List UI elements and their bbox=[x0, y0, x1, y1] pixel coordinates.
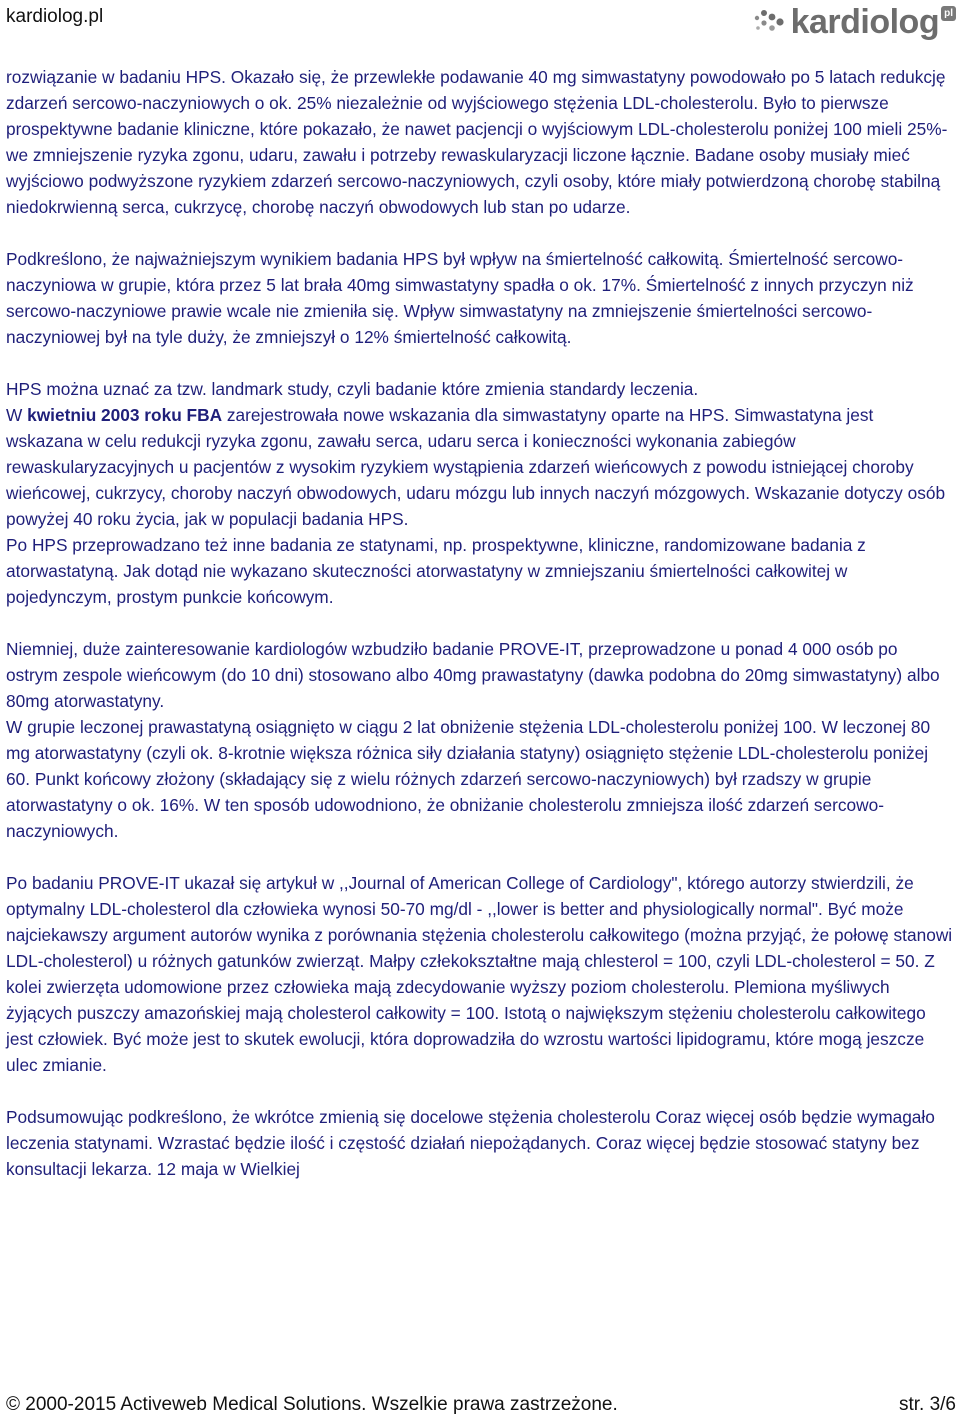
paragraph-hps-intro: rozwiązanie w badaniu HPS. Okazało się, że przewlekłe podawanie 40 mg simwastatyny powodowało po 5 latach redukcję zdarzeń sercowo-naczyniowych o ok. 25% niezależnie od wyjściowego stężenia LDL-cholesterolu. Było to pierwsze prospektywne badanie kliniczne, które pokazało, że nawet pacjencji o wyjściowym LDL-cholesterolu poniżej 100 mieli 25%-we zmniejszenie ryzyka zgonu, udaru, zawału i potrzeby rewaskularyzacji liczone łącznie. Badane osoby musiały mieć wyjściowo podwyższone ryzykiem zdarzeń sercowo-naczyniowych, czyli osoby, które miały potwierdzoną chorobę stabilną niedokrwienną serca, cukrzycę, chorobę naczyń obwodowych lub stan po udarze. bbox=[6, 67, 948, 217]
dots-icon bbox=[753, 9, 787, 35]
paragraph-jacc-article: Po badaniu PROVE-IT ukazał się artykuł w ,,Journal of American College of Cardiology", którego autorzy stwierdzili, że optymalny LDL-cholesterol dla człowieka wynosi 50-70 mg/dl - ,,lower is better and physiologically normal". Być może najciekawszy argument autorów wynika z porównania stężenia cholesterolu całkowitego (można przyjąć, że połowę stanowi LDL-cholesterol) u różnych gatunków zwierząt. Małpy człekokształtne mają chlesterol = 100, czyli LDL-cholesterol = 50. Z kolei zwierzęta udomowione przez człowieka mają zdecydowanie wyższy poziom cholesterolu. Plemiona myśliwych żyjących puszczy amazońskiej mają cholesterol całkowity = 100. Istotą o największym stężeniu cholesterolu całkowitego jest człowiek. Być może jest to skutek ewolucji, która doprowadziła do wzrostu wartości lipidogramu, które mogą jeszcze ulec zmianie. bbox=[6, 873, 953, 1075]
logo-badge: pl bbox=[941, 6, 956, 21]
paragraph-hps-mortality: Podkreślono, że najważniejszym wynikiem badania HPS był wpływ na śmiertelność całkowitą. Śmiertelność sercowo-naczyniowa w grupie, która przez 5 lat brała 40mg simwastatyny spadła o ok. 17%. Śmiertelność z innych przyczyn niż sercowo-naczyniowe prawie wcale nie zmieniła się. Wpływ simwastatyny na zmniejszenie śmiertelności sercowo-naczyniowej był na tyle duży, że zmniejszył o 12% śmiertelność całkowitą. bbox=[6, 249, 914, 347]
page-number: str. 3/6 bbox=[898, 1394, 956, 1415]
fda-date-bold: kwietniu 2003 roku FBA bbox=[27, 405, 223, 425]
paragraph-landmark bbox=[6, 376, 954, 610]
paragraph-prove-it-results: W grupie leczonej prawastatyną osiągnięto w ciągu 2 lat obniżenie stężenia LDL-cholesterolu poniżej 100. W leczonej 80 mg atorwastatyny (czyli ok. 8-krotnie większa różnica siły działania statyny) osiągnięto stężenie LDL-cholesterolu poniżej 60. Punkt końcowy złożony (składający się z wielu różnych zdarzeń sercowo-naczyniowych) był rzadszy w grupie atorwastatyny o ok. 16%. W ten sposób udowodniono, że obniżanie cholesterolu zmniejsza ilość zdarzeń sercowo-naczyniowych. bbox=[6, 717, 931, 841]
logo-text: kardiolog bbox=[790, 2, 940, 41]
paragraph-summary: Podsumowując podkreślono, że wkrótce zmienią się docelowe stężenia cholesterolu Coraz więcej osób będzie wymagało leczenia statynami. Wzrastać będzie ilość i częstość działań niepożądanych. Coraz więcej będzie stosować statyny bez konsultacji lekarza. 12 maja w Wielkiej bbox=[6, 1107, 935, 1179]
fda-prefix: W bbox=[6, 405, 28, 425]
kardiolog-logo bbox=[753, 2, 956, 42]
site-name: kardiolog.pl bbox=[6, 6, 104, 27]
article-body bbox=[6, 64, 954, 1208]
page-footer bbox=[0, 1390, 960, 1420]
fda-indication-text: zarejestrowała nowe wskazania dla simwastatyny oparte na HPS. Simwastatyna jest wskazana w celu redukcji ryzyka zgonu, zawału serca, udaru serca i konieczności wykonania zabiegów rewaskularyzacyjnych u pacjentów z wysokim ryzykiem wystąpienia zdarzeń wieńcowych z powodu istniejącej choroby wieńcowej, cukrzycy, choroby naczyń obwodowych, udaru mózgu lub innych naczyń mózgowych. Wskazanie dotyczy osób powyżej 40 roku życia, jak w populacji badania HPS. bbox=[6, 405, 946, 529]
landmark-line: HPS można uznać za tzw. landmark study, czyli badanie które zmienia standardy leczenia. bbox=[6, 379, 699, 399]
copyright-text: © 2000-2015 Activeweb Medical Solutions. Wszelkie prawa zastrzeżone. bbox=[6, 1394, 618, 1415]
paragraph-prove-it: Niemniej, duże zainteresowanie kardiologów wzbudziło badanie PROVE-IT, przeprowadzone u ponad 4 000 osób po ostrym zespole wieńcowym (do 10 dni) stosowano albo 40mg prawastatyny (dawka podobna do 20mg simwastatyny) albo 80mg atorwastatyny. bbox=[6, 639, 940, 711]
atorvastatin-text: Po HPS przeprowadzano też inne badania ze statynami, np. prospektywne, kliniczne, randomizowane badania z atorwastatyną. Jak dotąd nie wykazano skuteczności atorwastatyny w zmniejszaniu śmiertelności całkowitej w pojedynczym, prostym punkcie końcowym. bbox=[6, 535, 866, 607]
page-header bbox=[0, 0, 960, 52]
